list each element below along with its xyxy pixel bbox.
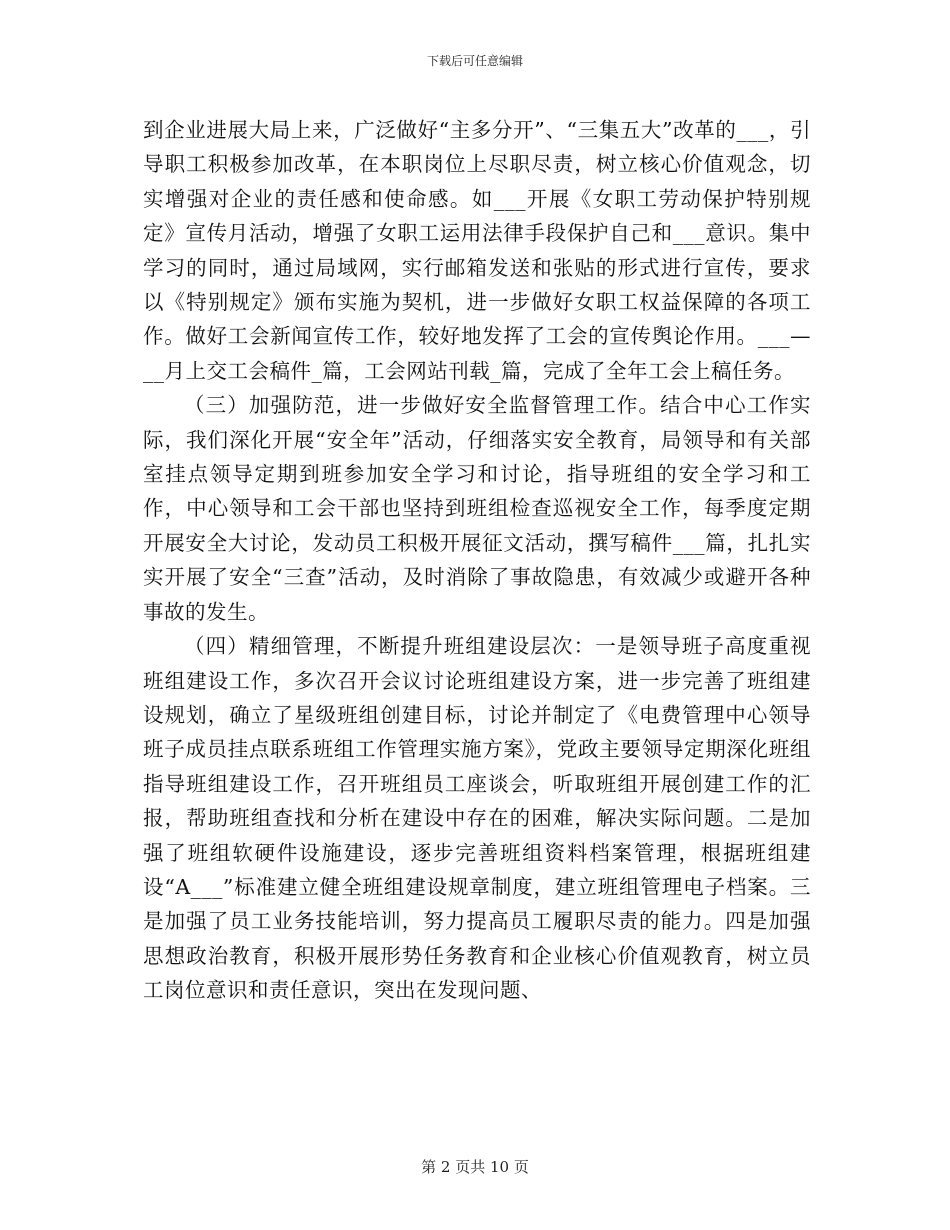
paragraph-team-management: （四）精细管理，不断提升班组建设层次：一是领导班子高度重视班组建设工作，多次召开会议讨论班组建设方案，进一步完善了班组建设规划，确立了星级班组创建目标，讨论并制定了《电费管理中心领导班子成员挂点联系班组工作管理实施方案》，党政主要领导定期深化班组指导班组建设工作，召开班组员工座谈会，听取班组开展创建工作的汇报，帮助班组查找和分析在建设中存在的困难，解决实际问题。二是加强了班组软硬件设施建设，逐步完善班组资料档案管理，根据班组建设“A___”标准建立健全班组建设规章制度，建立班组管理电子档案。三是加强了员工业务技能培训，努力提高员工履职尽责的能力。四是加强思想政治教育，积极开展形势任务教育和企业核心价值观教育，树立员工岗位意识和责任意识，突出在发现问题、	[143, 634, 811, 1003]
document-body	[143, 113, 811, 1008]
paragraph-continuation: 到企业进展大局上来，广泛做好“主多分开”、“三集五大”改革的___，引导职工积极参加改革，在本职岗位上尽职尽责，树立核心价值观念，切实增强对企业的责任感和使命感。如___开展《女职工劳动保护特别规定》宣传月活动，增强了女职工运用法律手段保护自己和___意识。集中学习的同时，通过局域网，实行邮箱发送和张贴的形式进行宣传，要求以《特别规定》颁布实施为契机，进一步做好女职工权益保障的各项工作。做好工会新闻宣传工作，较好地发挥了工会的宣传舆论作用。___—__月上交工会稿件_篇，工会网站刊载_篇，完成了全年工会上稿任务。	[143, 118, 811, 383]
page-number: 第 2 页共 10 页	[421, 1158, 529, 1176]
paragraph-safety-supervision: （三）加强防范，进一步做好安全监督管理工作。结合中心工作实际，我们深化开展“安全年”活动，仔细落实安全教育，局领导和有关部室挂点领导定期到班参加安全学习和讨论，指导班组的安全学习和工作，中心领导和工会干部也坚持到班组检查巡视安全工作，每季度定期开展安全大讨论，发动员工积极开展征文活动，撰写稿件___篇，扎扎实实开展了安全“三查”活动，及时消除了事故隐患，有效减少或避开各种事故的发生。	[143, 393, 811, 624]
page-header-note: 下载后可任意编辑	[426, 54, 523, 68]
